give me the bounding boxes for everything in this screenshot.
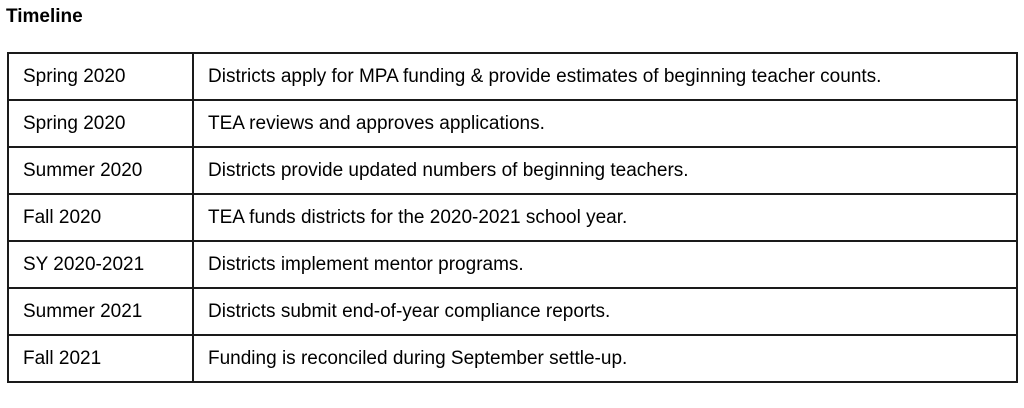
period-cell: Spring 2020 [8, 53, 193, 100]
table-row [8, 53, 1017, 100]
description-cell: Funding is reconciled during September settle-up. [193, 335, 1017, 382]
period-cell: Summer 2021 [8, 288, 193, 335]
period-cell: Spring 2020 [8, 100, 193, 147]
table-row [8, 100, 1017, 147]
table-row [8, 194, 1017, 241]
table-row [8, 147, 1017, 194]
description-cell: Districts submit end-of-year compliance reports. [193, 288, 1017, 335]
table-row [8, 241, 1017, 288]
description-cell: TEA reviews and approves applications. [193, 100, 1017, 147]
period-cell: Summer 2020 [8, 147, 193, 194]
description-cell: TEA funds districts for the 2020-2021 school year. [193, 194, 1017, 241]
table-row [8, 335, 1017, 382]
page-title: Timeline [6, 6, 83, 27]
period-cell: Fall 2020 [8, 194, 193, 241]
table-row [8, 288, 1017, 335]
period-cell: SY 2020-2021 [8, 241, 193, 288]
description-cell: Districts implement mentor programs. [193, 241, 1017, 288]
timeline-table [7, 52, 1018, 383]
description-cell: Districts provide updated numbers of beginning teachers. [193, 147, 1017, 194]
period-cell: Fall 2021 [8, 335, 193, 382]
description-cell: Districts apply for MPA funding & provide estimates of beginning teacher counts. [193, 53, 1017, 100]
